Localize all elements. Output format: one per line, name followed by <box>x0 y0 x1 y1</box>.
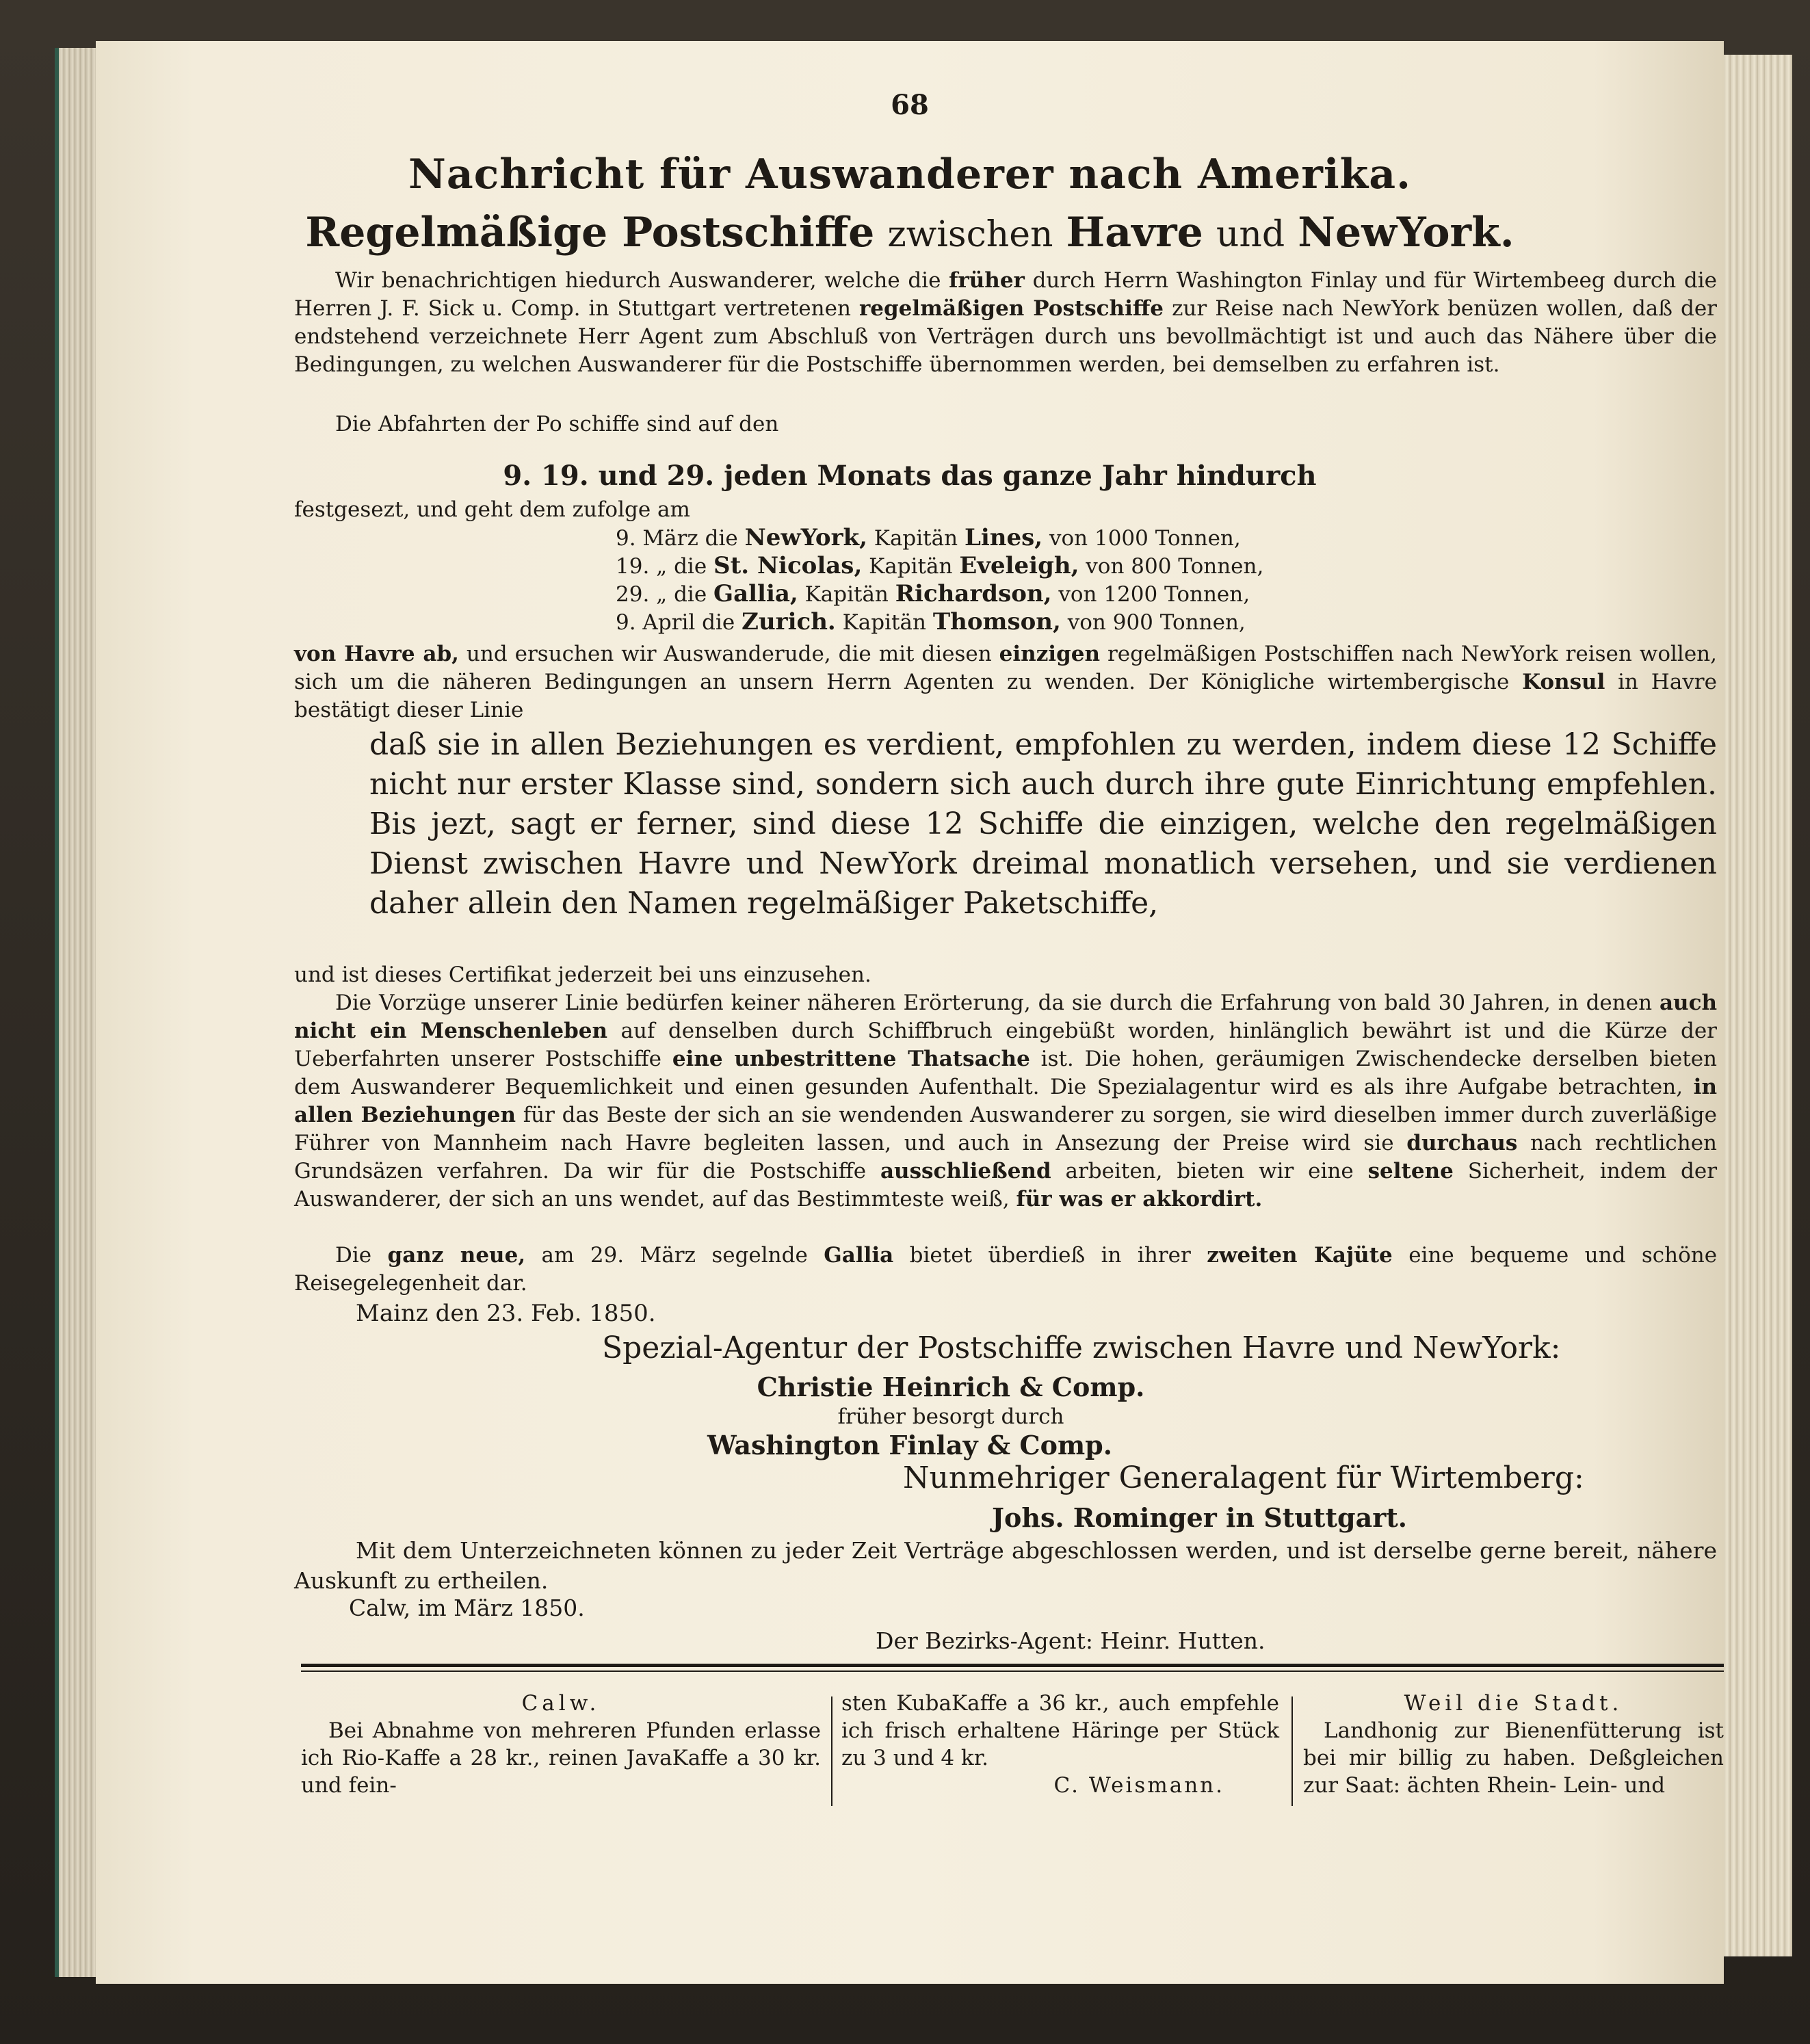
gallia-bold-3: zweiten Kajüte <box>1207 1243 1393 1268</box>
ad-column-1 <box>301 1690 821 1799</box>
captain-name: Richardson, <box>895 580 1052 607</box>
gallia-paragraph <box>294 1242 1717 1298</box>
general-agent-name: Johs. Rominger in Stuttgart. <box>992 1502 1408 1533</box>
mainz-date: Mainz den 23. Feb. 1850. <box>356 1300 656 1327</box>
intro-text-c: zur Reise nach NewYork benüzen wollen, daß der endstehend verzeichnete Herr Agent zum Abschluß von Verträgen durch uns bevollmächtigt ist und auch das Nähere über die Bedingungen, zu welchen Auswanderer für die Postschiffe übernommen werden, bei demselben zu erfahren ist. <box>294 296 1717 377</box>
captain-label: Kapitän <box>869 554 953 579</box>
subtitle-havre: Havre <box>1066 209 1203 257</box>
adv-text-6: arbeiten, bieten wir eine <box>1065 1159 1354 1183</box>
adv-bold-7: für was er akkordirt. <box>1016 1187 1263 1211</box>
page-number: 68 <box>891 89 929 121</box>
intro-bold-postschiffe: regelmäßigen Postschiffe <box>858 296 1164 321</box>
ad1-text: Bei Abnahme von mehreren Pfunden erlasse ich Rio-Kaffe a 28 kr., reinen JavaKaffe a 30 kr. und fein- <box>301 1718 821 1798</box>
adv-bold-6: seltene <box>1367 1159 1454 1183</box>
intro-bold-frueher: früher <box>949 268 1025 293</box>
calw-notice-text: Mit dem Unterzeichneten können zu jeder Zeit Verträge abgeschlossen werden, und ist derselbe gerne bereit, nähere Auskunft zu ertheilen. <box>294 1537 1717 1594</box>
intro-text-b: durch Herrn Washington Finlay und für Wirtembeeg durch die Herren J. F. Sick u. Comp. in Stuttgart vertretenen <box>294 268 1717 321</box>
ship-date: 9. März <box>616 526 698 551</box>
subtitle-and: und <box>1216 214 1285 255</box>
advantages-paragraph <box>294 989 1717 1214</box>
adv-bold-3: in allen Beziehungen <box>294 1075 1717 1127</box>
ad2-text: sten KubaKaffe a 36 kr., auch empfehle ich frisch erhaltene Häringe per Stück zu 3 und 4 kr. <box>841 1691 1279 1770</box>
column-separator <box>831 1696 832 1806</box>
certificate-line: und ist dieses Certifikat jederzeit bei uns einzusehen. <box>294 962 871 987</box>
calw-notice-date: Calw, im März 1850. <box>349 1595 585 1621</box>
consul-quote: daß sie in allen Beziehungen es verdient, empfohlen zu werden, indem diese 12 Schiffe nicht nur erster Klasse sind, sondern sich auch durch ihre gute Einrichtung empfehlen. Bis jezt, sagt er ferner, sind diese 12 Schiffe die einzigen, welche den regelmäßigen Dienst zwischen Havre und NewYork dreimal monatlich versehen, und sie verdienen daher allein den Namen regelmäßiger Paketschiffe, <box>369 727 1717 921</box>
ship-tonnage: von 800 Tonnen, <box>1086 554 1264 579</box>
captain-name: Thomson, <box>932 608 1061 636</box>
schedule-intro: Die Abfahrten der Po schiffe sind auf den <box>335 412 779 436</box>
book-page <box>96 41 1724 1984</box>
adv-text-4: für das Beste der sich an sie wendenden Auswanderer zu sorgen, sie wird dieselben immer durch zuverläßige Führer von Mannheim nach Havre begleiten lassen, und auch in Ansezung der Preise wird sie <box>294 1103 1717 1155</box>
adv-bold-2: eine unbestrittene Thatsache <box>672 1047 1030 1071</box>
headline-subtitle <box>96 209 1724 257</box>
gallia-text-3: bietet überdieß in ihrer <box>909 1243 1191 1268</box>
subtitle-newyork: NewYork. <box>1298 209 1514 257</box>
agency-title: Spezial-Agentur der Postschiffe zwischen Havre und NewYork: <box>602 1331 1561 1365</box>
ad-column-2 <box>841 1690 1279 1799</box>
adv-text-5: nach rechtlichen Grundsäzen verfahren. Da wir für die Postschiffe <box>294 1131 1718 1183</box>
divider-rule-thick <box>301 1664 1724 1667</box>
ad2-signature: C. Weismann. <box>1053 1773 1224 1798</box>
schedule-after: festgesezt, und geht dem zufolge am <box>294 497 690 522</box>
ship-name: Gallia, <box>713 580 798 607</box>
gallia-bold-2: Gallia <box>824 1243 894 1268</box>
ship-date: 29. „ <box>616 582 668 607</box>
ship-tonnage: von 1200 Tonnen, <box>1058 582 1250 607</box>
divider-rule-thin <box>301 1670 1724 1672</box>
headline-title: Nachricht für Auswanderer nach Amerika. <box>408 150 1411 198</box>
adv-bold-5: ausschließend <box>880 1159 1051 1183</box>
gallia-bold-1: ganz neue, <box>387 1243 526 1268</box>
agency-formerly: früher besorgt durch <box>837 1404 1064 1429</box>
consul-bold-havre: von Havre ab, <box>294 642 459 666</box>
captain-label: Kapitän <box>804 582 889 607</box>
adv-text-2: auf denselben durch Schiffbruch eingebüßt worden, hinlänglich bewährt ist und die Kürze der Ueberfahrten unserer Postschiffe <box>294 1019 1717 1071</box>
column-separator <box>1291 1696 1293 1806</box>
gallia-text-2: am 29. März segelnde <box>541 1243 808 1268</box>
adv-bold-1: auch nicht ein Menschenleben <box>294 991 1717 1043</box>
ship-article: die <box>702 610 735 635</box>
gallia-text-4: eine bequeme und schöne Reisegelegenheit dar. <box>294 1243 1718 1296</box>
ship-tonnage: von 1000 Tonnen, <box>1049 526 1241 551</box>
captain-name: Eveleigh, <box>959 552 1079 579</box>
former-firm: Washington Finlay & Comp. <box>707 1430 1112 1460</box>
ship-name: St. Nicolas, <box>713 552 863 579</box>
ship-row <box>616 580 1250 607</box>
ad1-title: Calw. <box>521 1691 601 1716</box>
subtitle-regular-ships: Regelmäßige Postschiffe <box>305 209 875 257</box>
agency-firm: Christie Heinrich & Comp. <box>757 1372 1145 1402</box>
ship-name: NewYork, <box>744 524 867 551</box>
ship-article: die <box>674 582 707 607</box>
consul-text-c: in Havre bestätigt dieser Linie <box>294 670 1717 722</box>
ad3-text: Landhonig zur Bienenfütterung ist bei mir billig zu haben. Deßgleichen zur Saat: ächten Rhein- Lein- und <box>1303 1718 1724 1798</box>
calw-notice-agent: Der Bezirks-Agent: Heinr. Hutten. <box>876 1627 1265 1654</box>
intro-text-a: Wir benachrichtigen hiedurch Auswanderer, welche die <box>335 268 941 293</box>
general-agent-title: Nunmehriger Generalagent für Wirtemberg: <box>903 1460 1584 1495</box>
adv-text-7: Sicherheit, indem der Auswanderer, der sich an uns wendet, auf das Bestimmteste weiß, <box>294 1159 1718 1211</box>
subtitle-between: zwischen <box>887 214 1053 255</box>
adv-text-3: ist. Die hohen, geräumigen Zwischendecke derselben bieten dem Auswanderer Bequemlichkeit und einen gesunden Aufenthalt. Die Spezialagentur wird es als ihre Aufgabe betrachten, <box>294 1047 1718 1099</box>
ship-article: die <box>674 554 707 579</box>
adv-bold-4: durchaus <box>1406 1131 1518 1155</box>
consul-bold-konsul: Konsul <box>1522 670 1605 694</box>
gallia-text-1: Die <box>335 1243 372 1268</box>
ship-row <box>616 552 1263 579</box>
intro-paragraph <box>294 267 1717 379</box>
captain-label: Kapitän <box>874 526 958 551</box>
captain-name: Lines, <box>964 524 1043 551</box>
ship-date: 9. April <box>616 610 696 635</box>
adv-text-1: Die Vorzüge unserer Linie bedürfen keiner näheren Erörterung, da sie durch die Erfahrung von bald 30 Jahren, in denen <box>335 991 1653 1015</box>
ad-column-3 <box>1303 1690 1724 1799</box>
consul-bold-einzigen: einzigen <box>999 642 1101 666</box>
consul-paragraph <box>294 640 1717 724</box>
ship-article: die <box>705 526 738 551</box>
schedule-dates: 9. 19. und 29. jeden Monats das ganze Jahr hindurch <box>503 460 1317 492</box>
ship-date: 19. „ <box>616 554 668 579</box>
ship-row <box>616 608 1246 636</box>
consul-text-b: regelmäßigen Postschiffen nach NewYork reisen wollen, sich um die näheren Bedingungen an unsern Herrn Agenten zu wenden. Der Königliche wirtembergische <box>294 642 1717 694</box>
captain-label: Kapitän <box>842 610 926 635</box>
ad3-title: Weil die Stadt. <box>1404 1691 1623 1716</box>
ship-row <box>616 524 1241 551</box>
ship-tonnage: von 900 Tonnen, <box>1067 610 1246 635</box>
ship-name: Zurich. <box>742 608 836 636</box>
consul-text-a: und ersuchen wir Auswanderude, die mit diesen <box>466 642 992 666</box>
